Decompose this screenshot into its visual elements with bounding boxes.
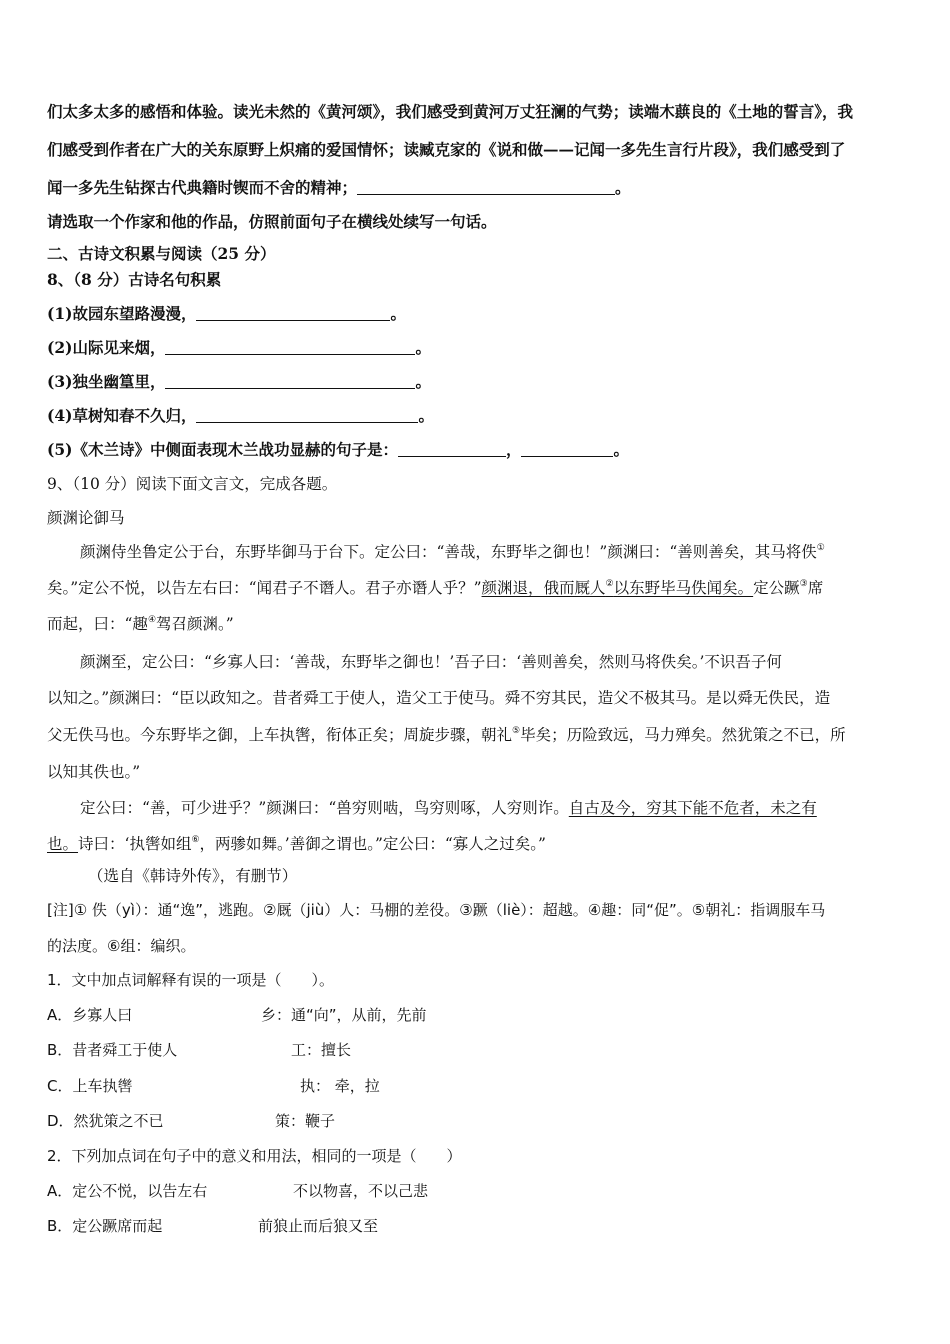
- q8-item-1-end: 。: [390, 304, 406, 323]
- question-8-title: 8、（8 分）古诗名句积累: [47, 270, 222, 289]
- q8-item-1-text: (1)故园东望路漫漫，: [47, 304, 197, 323]
- footnote-mark: ⑤: [512, 726, 521, 736]
- sub1-option-d[interactable]: [47, 1111, 907, 1131]
- answer-blank[interactable]: [165, 339, 415, 355]
- passage-text: 诗曰：‘执辔如组: [78, 835, 192, 853]
- passage-p3-line-1: [80, 798, 940, 818]
- passage-text: 颜渊侍坐鲁定公于台，东野毕御马于台下。定公曰：“善哉，东野毕之御也！”颜渊曰：“善则善矣，其马将佚: [80, 543, 817, 561]
- sub2-option-a[interactable]: [47, 1181, 907, 1201]
- passage-text: 父无佚马也。今东野毕之御，上车执辔，衔体正矣；周旋步骤，朝礼: [47, 726, 513, 744]
- footnote-mark: ⑥: [191, 835, 200, 845]
- q8-item-1: [47, 304, 907, 324]
- intro-line-3-end: 。: [615, 178, 631, 197]
- answer-blank[interactable]: [165, 373, 415, 389]
- section-heading: 二、古诗文积累与阅读（25 分）: [47, 244, 276, 263]
- q8-item-2-end: 。: [415, 338, 431, 357]
- footnote-mark: ①: [816, 543, 825, 553]
- sub-question-2-stem: 2．下列加点词在句子中的意义和用法，相同的一项是（ ）: [47, 1147, 462, 1165]
- q8-item-5: [47, 440, 907, 460]
- passage-text: 驾召颜渊。”: [156, 615, 234, 633]
- passage-text: 席: [807, 579, 824, 597]
- option-gloss: 策：鞭子: [275, 1112, 336, 1130]
- passage-text: 而起，曰：“趣: [47, 615, 148, 633]
- passage-p2-line-2: 以知之。”颜渊曰：“臣以政知之。昔者舜工于使人，造父工于使马。舜不穷其民，造父不极其马。是以舜无佚民，造: [47, 689, 831, 707]
- sub-question-1-stem: 1．文中加点词解释有误的一项是（ ）。: [47, 971, 335, 989]
- option-label: A．定公不悦，以告左右: [47, 1182, 208, 1200]
- q8-item-5-comma: ，: [505, 440, 522, 459]
- passage-p1-line-2: [47, 578, 907, 598]
- q8-item-4-text: (4)草树知春不久归，: [47, 406, 197, 425]
- passage-source: （选自《韩诗外传》，有删节）: [88, 867, 298, 885]
- option-label: B．昔者舜工于使人: [47, 1041, 178, 1059]
- answer-blank[interactable]: [196, 305, 390, 321]
- footnote-mark: ②: [605, 579, 614, 589]
- intro-line-2: 们感受到作者在广大的关东原野上炽痛的爱国情怀；读臧克家的《说和做——记闻一多先生言行片段》，我们感受到了: [47, 140, 846, 159]
- passage-title: 颜渊论御马: [47, 509, 125, 527]
- sub1-option-b[interactable]: [47, 1040, 907, 1060]
- underlined-text: 也。: [47, 835, 79, 853]
- answer-blank[interactable]: [398, 441, 506, 457]
- passage-p2-line-4: 以知其佚也。”: [47, 763, 141, 781]
- intro-line-3: [47, 178, 907, 198]
- q8-item-2: [47, 338, 907, 358]
- q8-item-3-text: (3)独坐幽篁里，: [47, 372, 166, 391]
- option-label: B．定公蹶席而起: [47, 1217, 163, 1235]
- option-label: C．上车执辔: [47, 1077, 133, 1095]
- notes-line-2: 的法度。⑥组：编织。: [47, 937, 196, 955]
- passage-text: 毕矣；历险致远，马力殚矣。然犹策之不已，所: [520, 726, 846, 744]
- passage-p1-line-3: [47, 614, 907, 634]
- option-gloss: 不以物喜，不以己悲: [293, 1182, 429, 1200]
- option-label: A．乡寡人曰: [47, 1006, 133, 1024]
- underlined-text: 以东野毕马佚闻矣。: [613, 579, 754, 597]
- answer-blank[interactable]: [357, 179, 615, 195]
- passage-p2-line-1: 颜渊至，定公曰：“乡寡人曰：‘善哉，东野毕之御也！’吾子曰：‘善则善矣，然则马将佚矣。’不识吾子何: [80, 653, 782, 671]
- intro-instruction: 请选取一个作家和他的作品，仿照前面句子在横线处续写一句话。: [47, 212, 497, 231]
- underlined-text: 颜渊退，俄而厩人: [481, 579, 606, 597]
- q8-item-5-text: (5)《木兰诗》中侧面表现木兰战功显赫的句子是：: [47, 440, 398, 459]
- option-gloss: 乡：通“向”，从前，先前: [261, 1006, 427, 1024]
- sub1-option-a[interactable]: [47, 1005, 907, 1025]
- passage-p1-line-1: [80, 542, 940, 562]
- sub1-option-c[interactable]: [47, 1076, 907, 1096]
- answer-blank[interactable]: [521, 441, 613, 457]
- underlined-sentence: [482, 579, 754, 597]
- option-gloss: 前狼止而后狼又至: [258, 1217, 379, 1235]
- intro-line-3-text: 闻一多先生钻探古代典籍时锲而不舍的精神；: [47, 178, 358, 197]
- option-gloss: 工：擅长: [291, 1041, 352, 1059]
- question-9-title: 9、（10 分）阅读下面文言文，完成各题。: [47, 475, 338, 493]
- answer-blank[interactable]: [196, 407, 418, 423]
- q8-item-2-text: (2)山际见来烟，: [47, 338, 166, 357]
- footnote-mark: ④: [147, 615, 157, 625]
- sub2-option-b[interactable]: [47, 1216, 907, 1236]
- passage-p3-line-2: [47, 834, 907, 854]
- passage-p2-line-3: [47, 725, 907, 745]
- underlined-text: 自古及今，穷其下能不危者，未之有: [568, 799, 817, 817]
- option-gloss: 执： 牵，拉: [300, 1077, 380, 1095]
- passage-text: 定公蹶: [753, 579, 800, 597]
- q8-item-4-end: 。: [418, 406, 434, 425]
- notes-line-1: [注]① 佚（yì）：通“逸”，逃跑。②厩（jiù）人：马棚的差役。③蹶（liè）：超越。④趣：同“促”。⑤朝礼：指调服车马: [47, 901, 826, 919]
- q8-item-5-end: 。: [613, 440, 629, 459]
- passage-text: 定公曰：“善，可少进乎？”颜渊曰：“兽穷则啮，鸟穷则啄，人穷则诈。: [80, 799, 569, 817]
- q8-item-4: [47, 406, 907, 426]
- q8-item-3-end: 。: [415, 372, 431, 391]
- intro-line-1: 们太多太多的感悟和体验。读光未然的《黄河颂》，我们感受到黄河万丈狂澜的气势；读端木蕻良的《土地的誓言》，我: [47, 102, 854, 121]
- footnote-mark: ③: [799, 579, 808, 589]
- q8-item-3: [47, 372, 907, 392]
- passage-text: 矣。”定公不悦，以告左右曰：“闻君子不谮人。君子亦谮人乎？”: [47, 579, 482, 597]
- passage-text: ，两骖如舞。’善御之谓也。”定公曰：“寡人之过矣。”: [199, 835, 546, 853]
- option-label: D．然犹策之不已: [47, 1112, 164, 1130]
